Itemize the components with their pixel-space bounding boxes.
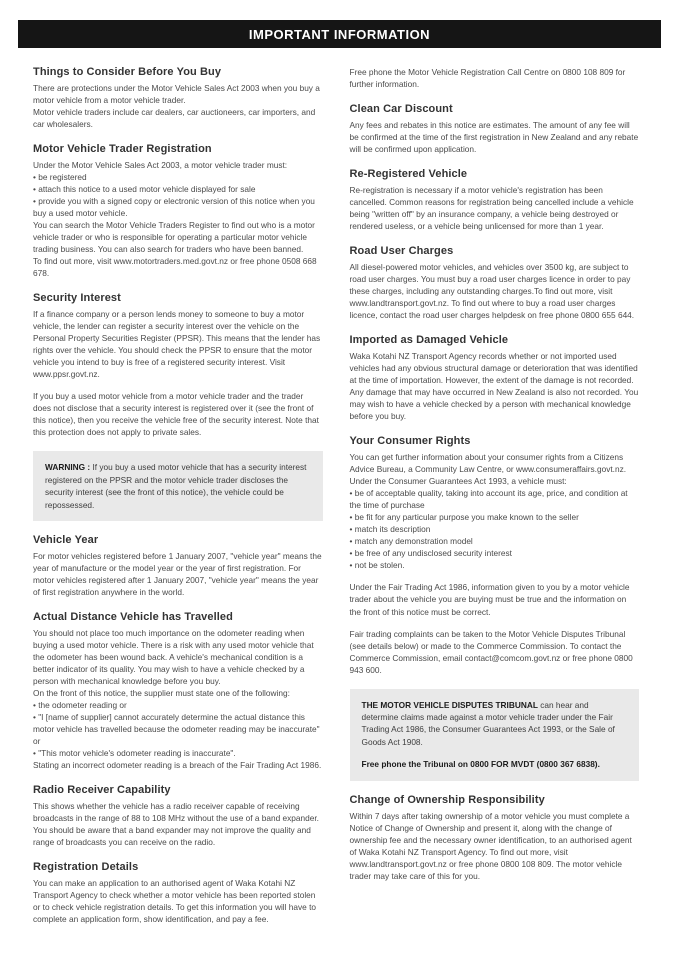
bullet-item: • attach this notice to a used motor vehicle displayed for sale — [33, 184, 256, 195]
paragraph: Under the Motor Vehicle Sales Act 2003, a motor vehicle trader must: — [33, 160, 288, 171]
warning-box — [33, 451, 323, 521]
two-column-content — [33, 66, 639, 926]
paragraph: On the front of this notice, the supplier must state one of the following: — [33, 688, 290, 699]
bullet-item: • provide you with a signed copy or electronic version of this notice when you buy a used motor vehicle. — [33, 196, 315, 219]
box-text-bold: Free phone the Tribunal on 0800 FOR MVDT (0800 367 6838). — [361, 759, 600, 770]
box-text-run: can hear and determine claims made against a motor vehicle trader under the Fair Trading Act 1986, the Consumer Guarantees Act 1993, or the Sale of Goods Act 1908. — [361, 699, 615, 747]
paragraph: To find out more, visit www.motortraders.med.govt.nz or free phone 0508 668 678. — [33, 256, 317, 279]
section-your-consumer-rights — [350, 435, 640, 675]
paragraph: Under the Consumer Guarantees Act 1993, a vehicle must: — [349, 476, 567, 487]
paragraph: Fair trading complaints can be taken to the Motor Vehicle Disputes Tribunal (see details below) or made to the Commerce Commission. To contact the Commerce Commission, email contact@comcom.govt.nz or free phone 0800 943 600. — [349, 628, 633, 675]
section-heading: Things to Consider Before You Buy — [33, 66, 222, 78]
header-bar — [18, 20, 661, 48]
bullet-item: • "This motor vehicle's odometer reading is inaccurate". — [33, 748, 236, 759]
section-heading: Vehicle Year — [33, 534, 99, 547]
box-text — [45, 461, 311, 511]
section-radio-receiver-capability — [33, 784, 323, 848]
section-untitled — [350, 66, 640, 90]
paragraph: Motor vehicle traders include car dealers, car auctioneers, car importers, and car wholesalers. — [33, 107, 316, 130]
section-vehicle-year — [33, 534, 323, 598]
section-untitled — [350, 689, 640, 781]
paragraph: This shows whether the vehicle has a radio receiver capable of receiving broadcasts in the range of 88 to 108 MHz without the use of a band expander. You should be aware that a band expander may not improve the quality and range of broadcasts you can receive on the radio. — [33, 801, 319, 848]
bullet-item: • match any demonstration model — [349, 536, 473, 547]
bullet-item: • be fit for any particular purpose you make known to the seller — [349, 512, 579, 523]
box-text-bold: WARNING : — [45, 462, 93, 473]
section-heading: Radio Receiver Capability — [33, 784, 171, 797]
section-actual-distance-vehicle-has-travelled — [33, 611, 323, 771]
bullet-item: • not be stolen. — [349, 560, 405, 571]
section-heading: Registration Details — [33, 861, 139, 874]
section-road-user-charges — [350, 245, 640, 321]
bullet-item: • match its description — [349, 524, 431, 535]
bullet-item: • be of acceptable quality, taking into account its age, price, and condition at the time of purchase — [349, 488, 628, 511]
paragraph: You can get further information about your consumer rights from a Citizens Advice Bureau, a Community Law Centre, or www.consumeraffairs.govt.nz. — [349, 452, 627, 475]
section-re-registered-vehicle — [350, 168, 640, 232]
bullet-item: • be free of any undisclosed security interest — [349, 548, 512, 559]
section-heading: Imported as Damaged Vehicle — [349, 334, 509, 347]
paragraph: For motor vehicles registered before 1 January 2007, "vehicle year" means the year of manufacture or the model year or the year of first registration. For motor vehicles registered after 1 January 2007, "vehicle year" means the year of first registration anywhere in the world. — [33, 551, 322, 598]
paragraph: Any fees and rebates in this notice are estimates. The amount of any fee will be confirmed at the time of the first registration in New Zealand and any rebate will be confirmed upon application. — [349, 120, 639, 155]
paragraph: If you buy a used motor vehicle from a motor vehicle trader and the trader does not disclose that a security interest is registered over it (see the front of this notice), then you receive the vehicle free of the security interest. Note that this protection does not apply to private sales. — [33, 391, 319, 438]
paragraph: Under the Fair Trading Act 1986, information given to you by a motor vehicle trader about the vehicle you are buying must be true and the information on the front of this notice must be correct. — [349, 582, 630, 617]
paragraph: All diesel-powered motor vehicles, and vehicles over 3500 kg, are subject to road user charges. You must buy a road user charges licence in order to pay these charges, including any outstanding charges.To find out more, visit www.landtransport.govt.nz. To find out where to buy a road user charges licence, contact the road user charges helpdesk on free phone 0800 655 644. — [349, 262, 635, 321]
paragraph: Within 7 days after taking ownership of a motor vehicle you must complete a Notice of Change of Ownership and present it, along with the change of ownership fee and the necessary owner identification, to an authorised agent of Waka Kotahi NZ Transport Agency. To find out more, visit www.landtransport.govt.nz or free phone 0800 108 809. The motor vehicle trader may take care of this for you. — [349, 810, 632, 881]
bullet-item: • the odometer reading or — [33, 700, 127, 711]
paragraph: You can search the Motor Vehicle Traders Register to find out who is a motor vehicle trader or who is responsible for operating a particular motor vehicle trading business. You can also search for traders who have been banned. — [33, 220, 315, 255]
bullet-item: • "I [name of supplier] cannot accurately determine the actual distance this motor vehicle has travelled because the odometer reading may be inaccurate" or — [33, 712, 320, 747]
section-heading: Actual Distance Vehicle has Travelled — [33, 611, 233, 624]
section-heading: Motor Vehicle Trader Registration — [33, 143, 212, 156]
box-text-bold: THE MOTOR VEHICLE DISPUTES TRIBUNAL — [361, 699, 538, 710]
section-security-interest — [33, 292, 323, 438]
box-text-run: If you buy a used motor vehicle that has a security interest registered on the PPSR and the motor vehicle trader discloses the security interest (see the front of this notice), the vehicle could be repossessed. — [45, 462, 307, 510]
section-imported-as-damaged-vehicle — [350, 334, 640, 422]
section-heading: Road User Charges — [349, 245, 454, 258]
paragraph: You should not place too much importance on the odometer reading when buying a used motor vehicle. There is a risk with any used motor vehicle that the odometer has been wound back. A vehicle's mechanical condition is a better indicator of its quality. You may wish to have a vehicle checked by a person with mechanical knowledge before you buy. — [33, 628, 314, 687]
section-motor-vehicle-trader-registration — [33, 143, 323, 279]
page-title: IMPORTANT INFORMATION — [248, 26, 431, 42]
paragraph: Waka Kotahi NZ Transport Agency records whether or not imported used vehicles had any obvious structural damage or deterioration that was identified at the time of importation. However, the extent of the damage is not recorded. Any damage that may have occurred in New Zealand is also not recorded. You may wish to have a vehicle checked by a person with mechanical knowledge before you buy. — [349, 351, 639, 422]
section-heading: Your Consumer Rights — [349, 435, 471, 448]
box-text — [362, 699, 628, 749]
section-registration-details — [33, 861, 323, 925]
section-heading: Security Interest — [33, 292, 121, 305]
paragraph: Re-registration is necessary if a motor vehicle's registration has been cancelled. Common reasons for registration being cancelled include a vehicle being "written off" by an insurance company, a vehicle being destroyed or rendered useless, or a vehicle being unlicensed for more than 1 year. — [349, 185, 634, 232]
column-left — [33, 66, 323, 926]
section-clean-car-discount — [350, 103, 640, 155]
bullet-item: • be registered — [33, 172, 87, 183]
column-right — [350, 66, 640, 882]
section-things-to-consider-before-you-buy — [33, 66, 323, 130]
paragraph: Free phone the Motor Vehicle Registration Call Centre on 0800 108 809 for further information. — [349, 67, 626, 90]
tribunal-box — [350, 689, 640, 781]
paragraph: Stating an incorrect odometer reading is a breach of the Fair Trading Act 1986. — [33, 760, 322, 771]
section-heading: Clean Car Discount — [349, 103, 453, 116]
section-change-of-ownership-responsibility — [350, 794, 640, 882]
section-heading: Re-Registered Vehicle — [349, 168, 468, 181]
paragraph: You can make an application to an authorised agent of Waka Kotahi NZ Transport Agency to check whether a motor vehicle has been reported stolen or to check vehicle registration details. To get this information you will have to complete an application form, show identification, and pay a fee. — [33, 878, 317, 925]
section-heading: Change of Ownership Responsibility — [349, 793, 545, 806]
section-untitled — [33, 451, 323, 521]
box-text — [362, 758, 628, 770]
paragraph: If a finance company or a person lends money to someone to buy a motor vehicle, the lender can register a security interest over the vehicle on the Personal Property Securities Register (PPSR). This means that the lender has rights over the vehicle. You should check the PPSR to ensure that the motor vehicle you intend to buy is free of a registered security interest. Visit www.ppsr.govt.nz. — [33, 309, 321, 380]
paragraph: There are protections under the Motor Vehicle Sales Act 2003 when you buy a motor vehicle from a motor vehicle trader. — [33, 83, 320, 106]
